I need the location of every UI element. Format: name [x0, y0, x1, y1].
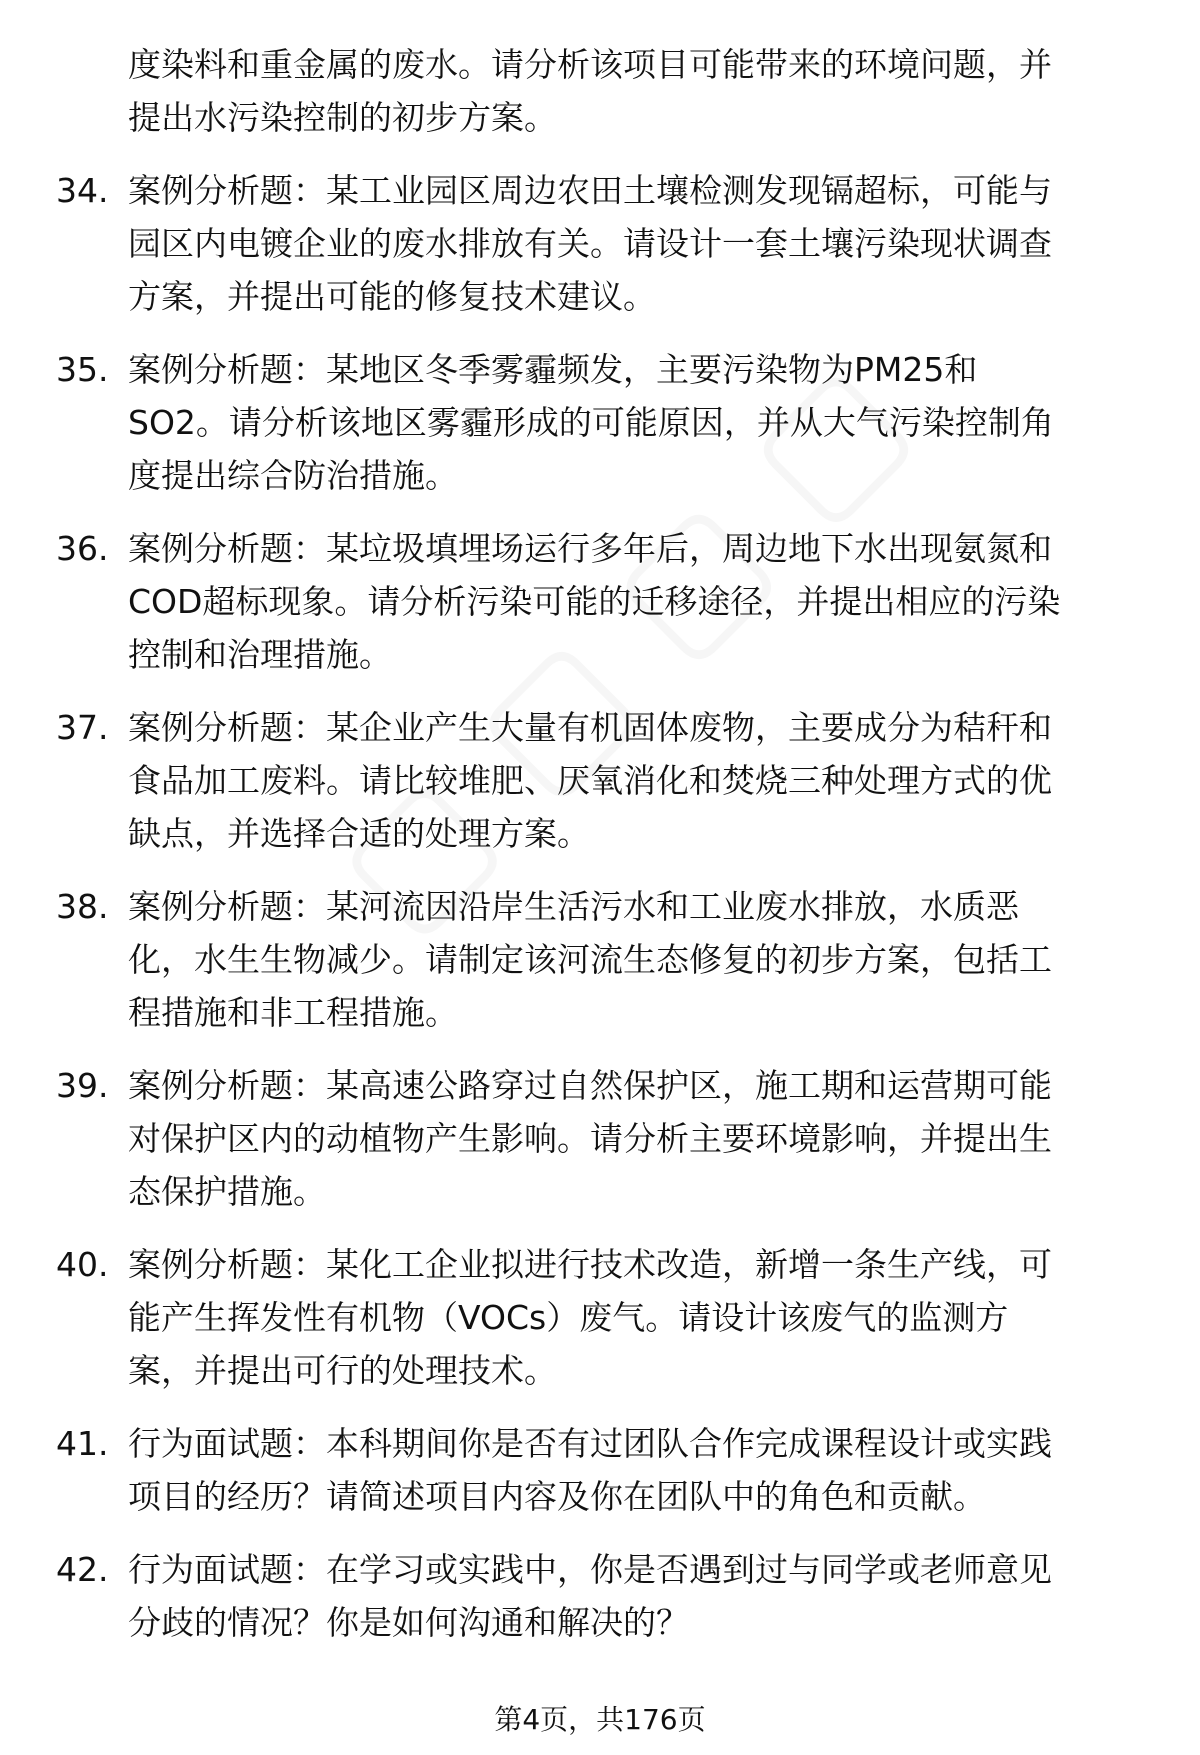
page-footer: 第4页，共176页 — [494, 1703, 706, 1736]
question-item-41 — [0, 1417, 1200, 1523]
question-number: 40. — [56, 1245, 109, 1284]
question-item-39 — [0, 1059, 1200, 1218]
page-content — [0, 38, 1200, 1649]
question-text: 行为面试题：在学习或实践中，你是否遇到过与同学或老师意见 分歧的情况？你是如何沟通和解决的？ — [128, 1550, 1052, 1642]
question-list — [0, 164, 1200, 1649]
question-text: 案例分析题：某地区冬季雾霾频发，主要污染物为PM25和 SO2。请分析该地区雾霾形成的可能原因，并从大气污染控制角 度提出综合防治措施。 — [128, 350, 1054, 495]
question-text: 行为面试题：本科期间你是否有过团队合作完成课程设计或实践 项目的经历？请简述项目内容及你在团队中的角色和贡献。 — [128, 1424, 1052, 1516]
question-text: 案例分析题：某高速公路穿过自然保护区，施工期和运营期可能 对保护区内的动植物产生影响。请分析主要环境影响，并提出生 态保护措施。 — [128, 1066, 1052, 1211]
question-item-36 — [0, 522, 1200, 681]
question-text: 案例分析题：某垃圾填埋场运行多年后，周边地下水出现氨氮和 COD超标现象。请分析污染可能的迁移途径，并提出相应的污染 控制和治理措施。 — [128, 529, 1061, 674]
question-item-40 — [0, 1238, 1200, 1397]
question-item-35 — [0, 343, 1200, 502]
question-item-42 — [0, 1543, 1200, 1649]
question-item-37 — [0, 701, 1200, 860]
question-number: 39. — [56, 1066, 109, 1105]
continued-question-text: 度染料和重金属的废水。请分析该项目可能带来的环境问题，并 提出水污染控制的初步方案。 — [128, 45, 1052, 137]
question-number: 38. — [56, 887, 109, 926]
question-number: 36. — [56, 529, 109, 568]
question-item-38 — [0, 880, 1200, 1039]
question-number: 34. — [56, 171, 109, 210]
question-text: 案例分析题：某企业产生大量有机固体废物，主要成分为秸秆和 食品加工废料。请比较堆肥、厌氧消化和焚烧三种处理方式的优 缺点，并选择合适的处理方案。 — [128, 708, 1052, 853]
question-number: 42. — [56, 1550, 109, 1589]
question-number: 35. — [56, 350, 109, 389]
question-text: 案例分析题：某化工企业拟进行技术改造，新增一条生产线，可 能产生挥发性有机物（VOCs）废气。请设计该废气的监测方 案，并提出可行的处理技术。 — [128, 1245, 1052, 1390]
question-number: 41. — [56, 1424, 109, 1463]
question-text: 案例分析题：某工业园区周边农田土壤检测发现镉超标，可能与 园区内电镀企业的废水排放有关。请设计一套土壤污染现状调查 方案，并提出可能的修复技术建议。 — [128, 171, 1052, 316]
question-number: 37. — [56, 708, 109, 747]
question-text: 案例分析题：某河流因沿岸生活污水和工业废水排放，水质恶 化，水生生物减少。请制定该河流生态修复的初步方案，包括工 程措施和非工程措施。 — [128, 887, 1052, 1032]
question-item-34 — [0, 164, 1200, 323]
